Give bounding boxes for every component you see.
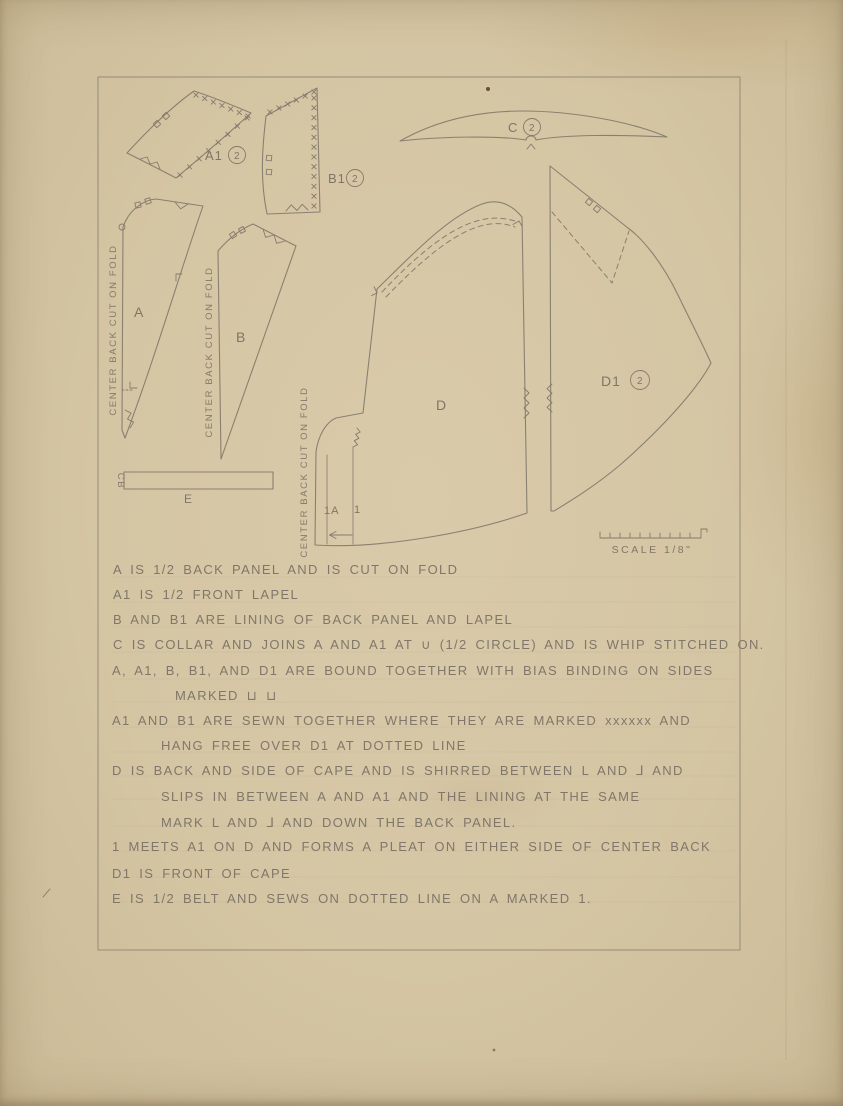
piece-d-label: D <box>436 397 448 413</box>
instruction-line: B AND B1 ARE LINING OF BACK PANEL AND LAPEL <box>113 612 514 627</box>
margin-mark <box>43 889 50 897</box>
instruction-line: A1 AND B1 ARE SEWN TOGETHER WHERE THEY ARE MARKED xxxxxx AND <box>112 713 691 728</box>
instruction-line: MARK L AND ⅃ AND DOWN THE BACK PANEL. <box>161 815 517 830</box>
piece-b-label: B <box>236 329 247 345</box>
instruction-line: MARKED ⊔ ⊔ <box>175 688 278 703</box>
piece-d1-outline <box>550 166 711 511</box>
instruction-line: A1 IS 1/2 FRONT LAPEL <box>113 587 300 602</box>
instruction-line: D IS BACK AND SIDE OF CAPE AND IS SHIRRED BETWEEN L AND ⅃ AND <box>112 763 684 778</box>
piece-c-label: C <box>508 120 519 135</box>
piece-b1-count: 2 <box>352 174 359 185</box>
piece-d-seam-dashed-2 <box>386 224 515 297</box>
piece-d-mark-1: 1 <box>354 504 362 516</box>
instruction-line: HANG FREE OVER D1 AT DOTTED LINE <box>161 738 467 753</box>
ink-speck <box>486 87 490 91</box>
scale-ruler <box>600 529 707 538</box>
piece-a-label: A <box>134 304 145 320</box>
piece-b1-label: B1 <box>328 171 346 186</box>
instruction-line: A, A1, B, B1, AND D1 ARE BOUND TOGETHER WITH BIAS BINDING ON SIDES <box>112 663 714 678</box>
piece-b-fold-label: CENTER BACK CUT ON FOLD <box>204 266 215 438</box>
notch-marks <box>125 90 601 447</box>
piece-d-arrow <box>330 532 353 539</box>
piece-a1-count: 2 <box>234 151 241 162</box>
scale-label: SCALE 1/8" <box>611 544 693 556</box>
piece-e-label: E <box>184 492 194 506</box>
instruction-line: 1 MEETS A1 ON D AND FORMS A PLEAT ON EITHER SIDE OF CENTER BACK <box>112 839 712 854</box>
piece-d-fold-label: CENTER BACK CUT ON FOLD <box>299 386 310 558</box>
drawing-border <box>98 77 740 950</box>
piece-d1-dotted-line <box>552 212 629 283</box>
piece-c-center-notch <box>527 144 535 149</box>
instruction-line: A IS 1/2 BACK PANEL AND IS CUT ON FOLD <box>113 562 459 577</box>
piece-b-outline <box>218 224 296 459</box>
piece-b1-outline <box>262 88 320 214</box>
piece-e-cb-label: CB <box>115 472 126 490</box>
piece-c-count: 2 <box>529 123 536 134</box>
piece-a-neck-circle <box>119 224 125 230</box>
piece-a-fold-label: CENTER BACK CUT ON FOLD <box>108 244 119 416</box>
piece-e-outline <box>124 472 273 489</box>
piece-a1-label: A1 <box>205 148 223 163</box>
piece-d1-label: D1 <box>601 373 621 389</box>
ruled-guidelines <box>112 577 737 902</box>
piece-a1-outline <box>127 91 251 178</box>
piece-d-outline <box>315 202 527 546</box>
instruction-line: D1 IS FRONT OF CAPE <box>112 866 291 881</box>
paper-speck <box>493 1049 496 1052</box>
piece-d1-count: 2 <box>637 376 644 387</box>
piece-d-mark-1a: 1A <box>324 505 340 517</box>
instruction-line: SLIPS IN BETWEEN A AND A1 AND THE LINING AT THE SAME <box>161 789 641 804</box>
instruction-line: E IS 1/2 BELT AND SEWS ON DOTTED LINE ON A MARKED 1. <box>112 891 592 906</box>
instruction-line: C IS COLLAR AND JOINS A AND A1 AT ∪ (1/2 CIRCLE) AND IS WHIP STITCHED ON. <box>113 637 765 652</box>
